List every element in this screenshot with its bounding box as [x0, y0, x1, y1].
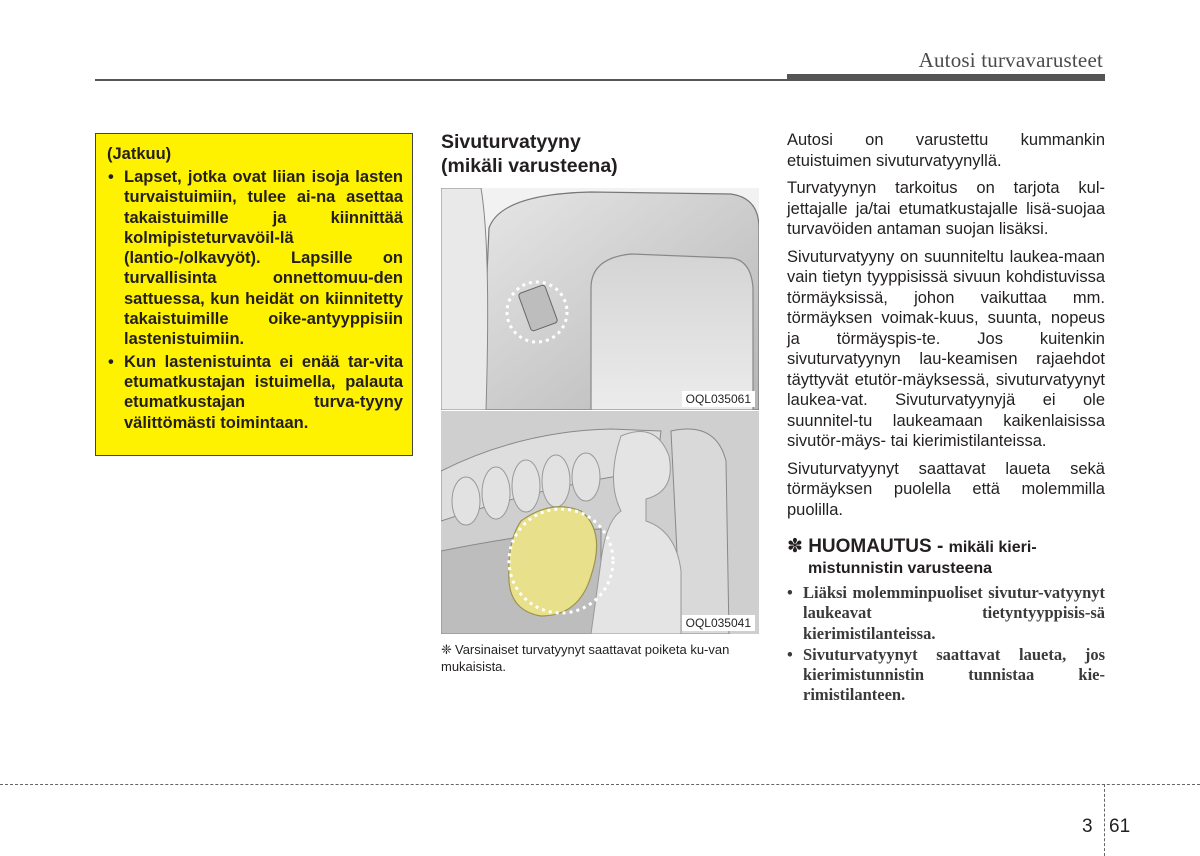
- bullet-icon: •: [787, 644, 793, 664]
- seat-airbag-figure: [441, 188, 759, 410]
- notice-label: HUOMAUTUS -: [808, 536, 949, 557]
- warning-heading: (Jatkuu): [107, 145, 172, 163]
- bullet-icon: •: [108, 168, 114, 186]
- section-title-line2: (mikäli varusteena): [441, 155, 618, 177]
- figure-code: OQL035061: [682, 391, 755, 407]
- warning-list: [107, 167, 403, 433]
- seat-illustration: [441, 188, 759, 410]
- warning-item-text: Lapset, jotka ovat liian isoja lasten turvaistuimiin, tulee ai-na asettaa takaistuimille ja kiinnittää kolmipisteturvavöil-lä (lantio-/olkavyöt). Lapsille on turvallisinta onnettomuu-den sattuessa, kun heidät on kiinnitetty takaistuimille oike-antyyppisiin lastenistuimiin.: [124, 168, 403, 349]
- chapter-number: 3: [1082, 816, 1093, 837]
- warning-item: [107, 167, 403, 350]
- figure-caption: [441, 641, 761, 675]
- section-title: [441, 130, 761, 178]
- bullet-icon: •: [787, 583, 793, 602]
- notice-heading: [787, 536, 1105, 579]
- notice-item-text: Sivuturvatyynyt saattavat laueta, jos kierimistunnistin tunnistaa kie-rimistilanteen.: [803, 644, 1105, 705]
- body-paragraph: Autosi on varustettu kummankin etuistuimen sivuturvatyynyllä.: [787, 131, 1105, 170]
- body-text-column: [787, 130, 1105, 707]
- bullet-icon: •: [108, 352, 114, 371]
- notice-symbol-icon: ✽: [787, 536, 803, 557]
- warning-box: [95, 133, 413, 456]
- figure-code: OQL035041: [682, 615, 755, 631]
- section-title-line1: Sivuturvatyyny: [441, 131, 581, 153]
- body-paragraph: Sivuturvatyyny on suunniteltu laukea-maan vain tietyn tyyppisissä sivuun kohdistuvissa törmäyksissä, johon vaikuttaa mm. törmäyksen voimak-kuus, suunta, nopeus ja törmäyspis-te. Jos kuitenkin sivuturvatyynyn lau-keamisen rajaehdot täyttyvät etutör-mäyksessä, sivuturvatyynyt laukea-vat. Sivuturvatyynyjä ei ole suunnitel-tu laukeamaan kaikenlaisissa sivutör-mäys- tai kierimistilanteissa.: [787, 247, 1105, 450]
- curtain-airbag-figure: [441, 411, 759, 634]
- caption-text: Varsinaiset turvatyynyt saattavat poiketa ku-van mukaisista.: [441, 642, 730, 674]
- body-paragraph: Sivuturvatyynyt saattavat laueta sekä törmäyksen puolella että molemmilla puolilla.: [787, 459, 1105, 519]
- notice-item-text: Liäksi molemminpuoliset sivutur-vatyynyt laukeavat tietyntyyppisis-sä kierimistilanteissa.: [803, 583, 1105, 643]
- header-rule-accent: [787, 74, 1105, 81]
- page-header-title: Autosi turvavarusteet: [918, 48, 1103, 72]
- notice-item: [787, 645, 1105, 706]
- footer-divider: [0, 784, 1200, 785]
- notice-subtitle-line2: mistunnistin varusteena: [808, 560, 993, 577]
- caption-mark-icon: ❈: [441, 642, 452, 657]
- notice-list: [787, 583, 1105, 706]
- airbag-deploy-illustration: [441, 411, 759, 634]
- notice-item: [787, 583, 1105, 644]
- notice-subtitle: mikäli kieri-: [948, 539, 1037, 556]
- warning-item: [107, 352, 403, 433]
- warning-item-text: Kun lastenistuinta ei enää tar-vita etumatkustajan istuimella, palauta etumatkustajan turva-tyyny välittömästi toimintaan.: [124, 352, 403, 432]
- page-number: 61: [1109, 816, 1131, 837]
- footer-vertical-divider: [1104, 784, 1105, 856]
- body-paragraph: Turvatyynyn tarkoitus on tarjota kul-jettajalle ja/tai etumatkustajalle lisä-suojaa turvavöiden antaman suojan lisäksi.: [787, 179, 1105, 238]
